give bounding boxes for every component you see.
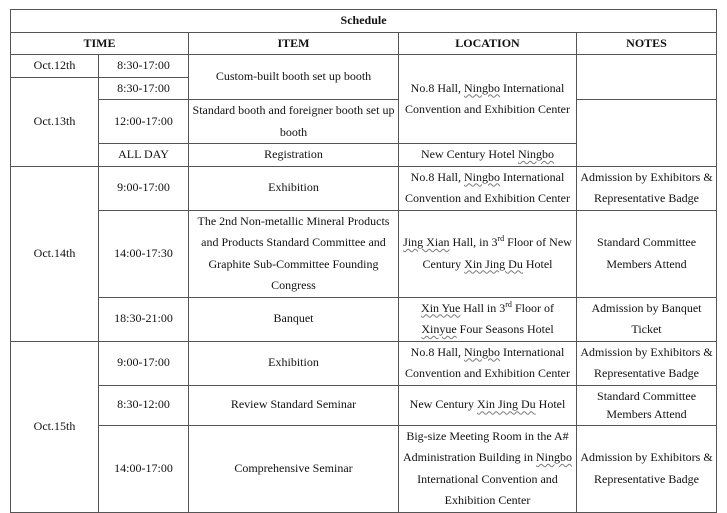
time-cell: 14:00-17:00 xyxy=(99,425,189,512)
time-cell: 9:00-17:00 xyxy=(99,166,189,210)
date-cell: Oct.13th xyxy=(11,77,99,166)
table-row xyxy=(11,425,717,512)
item-cell: Registration xyxy=(189,144,399,167)
notes-cell: Admission by Exhibitors & Representative Badge xyxy=(577,425,717,512)
location-cell: No.8 Hall, Ningbo International Convention and Exhibition Center xyxy=(399,55,577,144)
location-cell: No.8 Hall, Ningbo International Convention and Exhibition Center xyxy=(399,166,577,210)
table-row xyxy=(11,210,717,297)
schedule-table xyxy=(10,9,717,513)
header-location: LOCATION xyxy=(399,32,577,55)
header-item: ITEM xyxy=(189,32,399,55)
header-time: TIME xyxy=(11,32,189,55)
time-cell: 12:00-17:00 xyxy=(99,100,189,144)
date-cell: Oct.12th xyxy=(11,55,99,78)
location-cell: New Century Hotel Ningbo xyxy=(399,144,577,167)
table-row xyxy=(11,166,717,210)
time-cell: 14:00-17:30 xyxy=(99,210,189,297)
notes-cell xyxy=(577,55,717,100)
item-cell: Custom-built booth set up booth xyxy=(189,55,399,100)
notes-cell: Standard Committee Members Attend xyxy=(577,210,717,297)
notes-cell: Admission by Exhibitors & Representative Badge xyxy=(577,341,717,385)
location-cell: Jing Xian Hall, in 3rd Floor of New Century Xin Jing Du Hotel xyxy=(399,210,577,297)
table-row xyxy=(11,297,717,341)
date-cell: Oct.14th xyxy=(11,166,99,341)
notes-cell: Admission by Banquet Ticket xyxy=(577,297,717,341)
header-row xyxy=(11,32,717,55)
time-cell: 8:30-17:00 xyxy=(99,77,189,100)
item-cell: Review Standard Seminar xyxy=(189,385,399,425)
item-cell: Standard booth and foreigner booth set up booth xyxy=(189,100,399,144)
location-cell: Big-size Meeting Room in the A# Administration Building in Ningbo International Convention and Exhibition Center xyxy=(399,425,577,512)
location-cell: Xin Yue Hall in 3rd Floor of Xinyue Four Seasons Hotel xyxy=(399,297,577,341)
date-cell: Oct.15th xyxy=(11,341,99,512)
location-cell: No.8 Hall, Ningbo International Convention and Exhibition Center xyxy=(399,341,577,385)
time-cell: ALL DAY xyxy=(99,144,189,167)
notes-cell xyxy=(577,100,717,167)
table-row xyxy=(11,341,717,385)
notes-cell: Standard Committee Members Attend xyxy=(577,385,717,425)
table-row xyxy=(11,55,717,78)
table-row xyxy=(11,385,717,425)
item-cell: Exhibition xyxy=(189,166,399,210)
time-cell: 8:30-17:00 xyxy=(99,55,189,78)
header-notes: NOTES xyxy=(577,32,717,55)
table-title: Schedule xyxy=(11,10,717,33)
time-cell: 9:00-17:00 xyxy=(99,341,189,385)
time-cell: 8:30-12:00 xyxy=(99,385,189,425)
item-cell: Banquet xyxy=(189,297,399,341)
notes-cell: Admission by Exhibitors & Representative Badge xyxy=(577,166,717,210)
item-cell: Comprehensive Seminar xyxy=(189,425,399,512)
item-cell: Exhibition xyxy=(189,341,399,385)
location-cell: New Century Xin Jing Du Hotel xyxy=(399,385,577,425)
table-title-row xyxy=(11,10,717,33)
table-row xyxy=(11,100,717,144)
time-cell: 18:30-21:00 xyxy=(99,297,189,341)
item-cell: The 2nd Non-metallic Mineral Products and Products Standard Committee and Graphite Sub-Committee Founding Congress xyxy=(189,210,399,297)
